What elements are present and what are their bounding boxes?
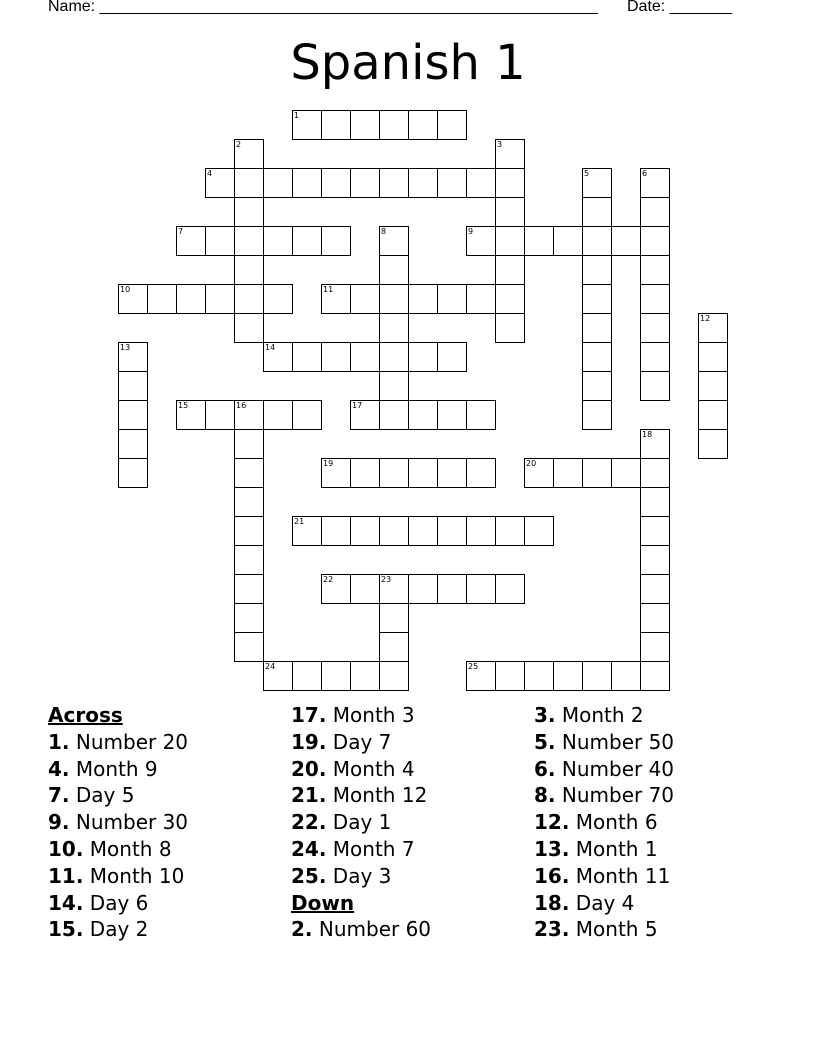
grid-cell[interactable] (321, 226, 351, 256)
cell-number: 14 (265, 343, 276, 352)
grid-cell[interactable] (582, 284, 612, 314)
clue-number: 6. (534, 756, 556, 781)
clue-number: 1. (48, 729, 70, 754)
clue-text: Month 8 (83, 836, 172, 861)
cell-number: 12 (700, 314, 711, 323)
grid-cell[interactable] (611, 661, 641, 691)
clue-text: Month 3 (326, 703, 415, 727)
grid-cell[interactable] (234, 545, 264, 575)
cell-number: 8 (381, 227, 387, 236)
grid-cell[interactable] (350, 661, 380, 691)
grid-cell[interactable] (408, 110, 438, 140)
clue-number: 5. (534, 729, 556, 754)
grid-cell[interactable] (437, 168, 467, 198)
cell-number: 21 (294, 517, 305, 526)
grid-cell[interactable] (582, 661, 612, 691)
grid-cell[interactable] (379, 400, 409, 430)
cell-number: 11 (323, 285, 334, 294)
grid-cell[interactable] (234, 429, 264, 459)
grid-cell[interactable] (118, 429, 148, 459)
grid-cell[interactable] (495, 284, 525, 314)
clue-text: Number 70 (555, 783, 675, 808)
grid-cell[interactable] (640, 458, 670, 488)
clue-text: Day 1 (326, 810, 392, 835)
clue-item (534, 809, 774, 836)
clue-number: 13. (534, 836, 570, 861)
grid-cell[interactable] (553, 226, 583, 256)
grid-cell[interactable] (379, 661, 409, 691)
grid-cell[interactable] (379, 284, 409, 314)
grid-cell[interactable] (698, 313, 728, 343)
clue-text: Day 2 (83, 917, 149, 942)
grid-cell[interactable] (321, 168, 351, 198)
grid-cell[interactable] (205, 400, 235, 430)
grid-cell[interactable] (234, 458, 264, 488)
grid-cell[interactable] (466, 516, 496, 546)
clue-item (48, 863, 288, 890)
grid-cell[interactable] (234, 632, 264, 662)
cell-number: 10 (120, 285, 131, 294)
grid-cell[interactable] (611, 226, 641, 256)
grid-cell[interactable] (640, 661, 670, 691)
cell-number: 9 (468, 227, 474, 236)
grid-cell[interactable] (495, 574, 525, 604)
grid-cell[interactable] (495, 255, 525, 285)
grid-cell[interactable] (263, 168, 293, 198)
grid-cell[interactable] (437, 516, 467, 546)
cell-number: 25 (468, 662, 479, 671)
grid-cell[interactable] (582, 400, 612, 430)
grid-cell[interactable] (292, 400, 322, 430)
clue-text: Month 1 (569, 836, 658, 861)
grid-cell[interactable] (321, 574, 351, 604)
clue-item (291, 756, 531, 783)
cell-number: 1 (294, 111, 300, 120)
across-heading: Across (48, 703, 123, 727)
grid-cell[interactable] (582, 168, 612, 198)
grid-cell[interactable] (350, 110, 380, 140)
grid-cell[interactable] (379, 574, 409, 604)
grid-cell[interactable] (408, 458, 438, 488)
grid-cell[interactable] (524, 226, 554, 256)
grid-cell[interactable] (379, 342, 409, 372)
grid-cell[interactable] (234, 255, 264, 285)
grid-cell[interactable] (437, 574, 467, 604)
clue-text: Month 4 (326, 756, 415, 781)
grid-cell[interactable] (524, 516, 554, 546)
clue-column-2 (291, 702, 531, 943)
grid-cell[interactable] (234, 226, 264, 256)
cell-number: 18 (642, 430, 653, 439)
grid-cell[interactable] (321, 284, 351, 314)
grid-cell[interactable] (582, 197, 612, 227)
clue-text: Number 50 (555, 729, 675, 754)
clue-text: Number 20 (69, 729, 189, 754)
clue-item (291, 809, 531, 836)
clue-number: 24. (291, 836, 327, 861)
cell-number: 3 (497, 140, 503, 149)
clue-number: 3. (534, 703, 556, 727)
grid-cell[interactable] (350, 516, 380, 546)
grid-cell[interactable] (582, 342, 612, 372)
grid-cell[interactable] (553, 661, 583, 691)
page-title: Spanish 1 (290, 35, 526, 91)
grid-cell[interactable] (437, 458, 467, 488)
grid-cell[interactable] (379, 110, 409, 140)
cell-number: 7 (178, 227, 184, 236)
grid-cell[interactable] (640, 632, 670, 662)
clue-item (48, 782, 288, 809)
grid-cell[interactable] (263, 400, 293, 430)
grid-cell[interactable] (234, 400, 264, 430)
grid-cell[interactable] (292, 342, 322, 372)
clue-item (534, 782, 774, 809)
grid-cell[interactable] (205, 226, 235, 256)
grid-cell[interactable] (263, 284, 293, 314)
grid-cell[interactable] (640, 168, 670, 198)
clue-text: Day 5 (69, 783, 135, 808)
grid-cell[interactable] (118, 342, 148, 372)
grid-cell[interactable] (118, 371, 148, 401)
grid-cell[interactable] (466, 284, 496, 314)
clue-text: Month 2 (555, 703, 644, 727)
grid-cell[interactable] (350, 284, 380, 314)
clue-item (534, 916, 774, 943)
grid-cell[interactable] (234, 574, 264, 604)
grid-cell[interactable] (234, 516, 264, 546)
grid-cell[interactable] (524, 661, 554, 691)
grid-cell[interactable] (582, 458, 612, 488)
down-heading: Down (291, 890, 355, 915)
grid-cell[interactable] (118, 458, 148, 488)
grid-cell[interactable] (698, 400, 728, 430)
clue-item (48, 916, 288, 943)
clue-text: Day 3 (326, 863, 392, 888)
grid-cell[interactable] (466, 226, 496, 256)
grid-cell[interactable] (640, 574, 670, 604)
grid-cell[interactable] (176, 226, 206, 256)
grid-cell[interactable] (321, 458, 351, 488)
grid-cell[interactable] (379, 168, 409, 198)
grid-cell[interactable] (321, 342, 351, 372)
grid-cell[interactable] (321, 661, 351, 691)
cell-number: 15 (178, 401, 189, 410)
grid-cell[interactable] (640, 342, 670, 372)
grid-cell[interactable] (437, 342, 467, 372)
grid-cell[interactable] (640, 603, 670, 633)
grid-cell[interactable] (292, 661, 322, 691)
grid-cell[interactable] (379, 255, 409, 285)
grid-cell[interactable] (495, 313, 525, 343)
grid-cell[interactable] (611, 458, 641, 488)
grid-cell[interactable] (408, 574, 438, 604)
clue-text: Day 4 (569, 890, 635, 915)
grid-cell[interactable] (437, 400, 467, 430)
grid-cell[interactable] (640, 255, 670, 285)
cell-number: 19 (323, 459, 334, 468)
date-field[interactable]: Date: _______ (627, 0, 732, 15)
clue-text: Month 5 (569, 917, 658, 942)
grid-cell[interactable] (640, 545, 670, 575)
clue-text: Day 6 (83, 890, 149, 915)
clue-item (534, 729, 774, 756)
grid-cell[interactable] (582, 371, 612, 401)
clue-column-3 (534, 702, 774, 943)
grid-cell[interactable] (379, 458, 409, 488)
grid-cell[interactable] (321, 516, 351, 546)
clue-number: 23. (534, 917, 570, 942)
grid-cell[interactable] (234, 313, 264, 343)
clue-text: Day 7 (326, 729, 392, 754)
grid-cell[interactable] (234, 284, 264, 314)
grid-cell[interactable] (640, 516, 670, 546)
cell-number: 23 (381, 575, 392, 584)
grid-cell[interactable] (379, 313, 409, 343)
grid-cell[interactable] (466, 458, 496, 488)
clue-number: 15. (48, 917, 84, 942)
grid-cell[interactable] (379, 226, 409, 256)
clue-number: 7. (48, 783, 70, 808)
clue-number: 12. (534, 810, 570, 835)
clue-number: 19. (291, 729, 327, 754)
grid-cell[interactable] (350, 400, 380, 430)
grid-cell[interactable] (582, 226, 612, 256)
grid-cell[interactable] (205, 284, 235, 314)
cell-number: 24 (265, 662, 276, 671)
clue-text: Number 60 (312, 917, 432, 942)
clue-text: Month 6 (569, 810, 658, 835)
grid-cell[interactable] (118, 284, 148, 314)
clue-item (534, 890, 774, 917)
clue-text: Number 40 (555, 756, 675, 781)
clue-item (48, 756, 288, 783)
cell-number: 22 (323, 575, 334, 584)
grid-cell[interactable] (408, 284, 438, 314)
grid-cell[interactable] (466, 168, 496, 198)
clue-item (48, 809, 288, 836)
clue-item (291, 702, 531, 729)
clue-number: 20. (291, 756, 327, 781)
clue-item (291, 729, 531, 756)
grid-cell[interactable] (379, 371, 409, 401)
clue-text: Month 7 (326, 836, 415, 861)
grid-cell[interactable] (495, 516, 525, 546)
clue-item (48, 729, 288, 756)
cell-number: 13 (120, 343, 131, 352)
clue-item (534, 702, 774, 729)
grid-cell[interactable] (553, 458, 583, 488)
clue-text: Month 9 (69, 756, 158, 781)
cell-number: 5 (584, 169, 590, 178)
grid-cell[interactable] (234, 168, 264, 198)
grid-cell[interactable] (234, 487, 264, 517)
grid-cell[interactable] (263, 342, 293, 372)
grid-cell[interactable] (408, 342, 438, 372)
clue-item (291, 863, 531, 890)
grid-cell[interactable] (640, 226, 670, 256)
grid-cell[interactable] (350, 168, 380, 198)
grid-cell[interactable] (263, 226, 293, 256)
grid-cell[interactable] (698, 371, 728, 401)
clue-text: Month 11 (569, 863, 671, 888)
clue-number: 8. (534, 783, 556, 808)
grid-cell[interactable] (640, 371, 670, 401)
clue-number: 2. (291, 917, 313, 942)
grid-cell[interactable] (321, 110, 351, 140)
grid-cell[interactable] (379, 632, 409, 662)
grid-cell[interactable] (234, 603, 264, 633)
grid-cell[interactable] (437, 284, 467, 314)
grid-cell[interactable] (466, 400, 496, 430)
grid-cell[interactable] (234, 139, 264, 169)
cell-number: 17 (352, 401, 363, 410)
clue-number: 9. (48, 810, 70, 835)
grid-cell[interactable] (408, 168, 438, 198)
grid-cell[interactable] (176, 284, 206, 314)
clue-number: 11. (48, 863, 84, 888)
grid-cell[interactable] (698, 429, 728, 459)
cell-number: 4 (207, 169, 213, 178)
grid-cell[interactable] (292, 168, 322, 198)
grid-cell[interactable] (263, 661, 293, 691)
cell-number: 2 (236, 140, 242, 149)
grid-cell[interactable] (292, 110, 322, 140)
clue-item (291, 782, 531, 809)
grid-cell[interactable] (466, 574, 496, 604)
grid-cell[interactable] (495, 661, 525, 691)
clue-text: Month 12 (326, 783, 428, 808)
grid-cell[interactable] (495, 226, 525, 256)
grid-cell[interactable] (379, 603, 409, 633)
grid-cell[interactable] (350, 458, 380, 488)
grid-cell[interactable] (582, 255, 612, 285)
clue-text: Number 30 (69, 810, 189, 835)
clue-number: 14. (48, 890, 84, 915)
clue-item (291, 916, 531, 943)
grid-cell[interactable] (524, 458, 554, 488)
grid-cell[interactable] (640, 313, 670, 343)
clue-number: 18. (534, 890, 570, 915)
grid-cell[interactable] (205, 168, 235, 198)
grid-cell[interactable] (408, 516, 438, 546)
grid-cell[interactable] (234, 197, 264, 227)
grid-cell[interactable] (118, 400, 148, 430)
grid-cell[interactable] (495, 139, 525, 169)
grid-cell[interactable] (350, 574, 380, 604)
cell-number: 16 (236, 401, 247, 410)
clue-item (534, 756, 774, 783)
name-field[interactable]: Name: ________________________________________________________ (48, 0, 598, 15)
grid-cell[interactable] (408, 400, 438, 430)
grid-cell[interactable] (698, 342, 728, 372)
grid-cell[interactable] (147, 284, 177, 314)
clue-number: 10. (48, 836, 84, 861)
clue-column-1 (48, 702, 288, 943)
clue-number: 22. (291, 810, 327, 835)
clue-item (534, 863, 774, 890)
grid-cell[interactable] (640, 487, 670, 517)
grid-cell[interactable] (437, 110, 467, 140)
grid-cell[interactable] (176, 400, 206, 430)
grid-cell[interactable] (350, 342, 380, 372)
grid-cell[interactable] (640, 197, 670, 227)
clue-number: 21. (291, 783, 327, 808)
clue-number: 4. (48, 756, 70, 781)
cell-number: 6 (642, 169, 648, 178)
grid-cell[interactable] (379, 516, 409, 546)
clue-number: 16. (534, 863, 570, 888)
clue-item (48, 836, 288, 863)
clue-item (48, 890, 288, 917)
grid-cell[interactable] (582, 313, 612, 343)
clue-number: 25. (291, 863, 327, 888)
clue-text: Month 10 (83, 863, 185, 888)
clue-number: 17. (291, 703, 327, 727)
grid-cell[interactable] (495, 168, 525, 198)
cell-number: 20 (526, 459, 537, 468)
grid-cell[interactable] (495, 197, 525, 227)
grid-cell[interactable] (640, 429, 670, 459)
grid-cell[interactable] (292, 516, 322, 546)
clue-item (291, 836, 531, 863)
grid-cell[interactable] (292, 226, 322, 256)
grid-cell[interactable] (466, 661, 496, 691)
clue-item (534, 836, 774, 863)
grid-cell[interactable] (640, 284, 670, 314)
